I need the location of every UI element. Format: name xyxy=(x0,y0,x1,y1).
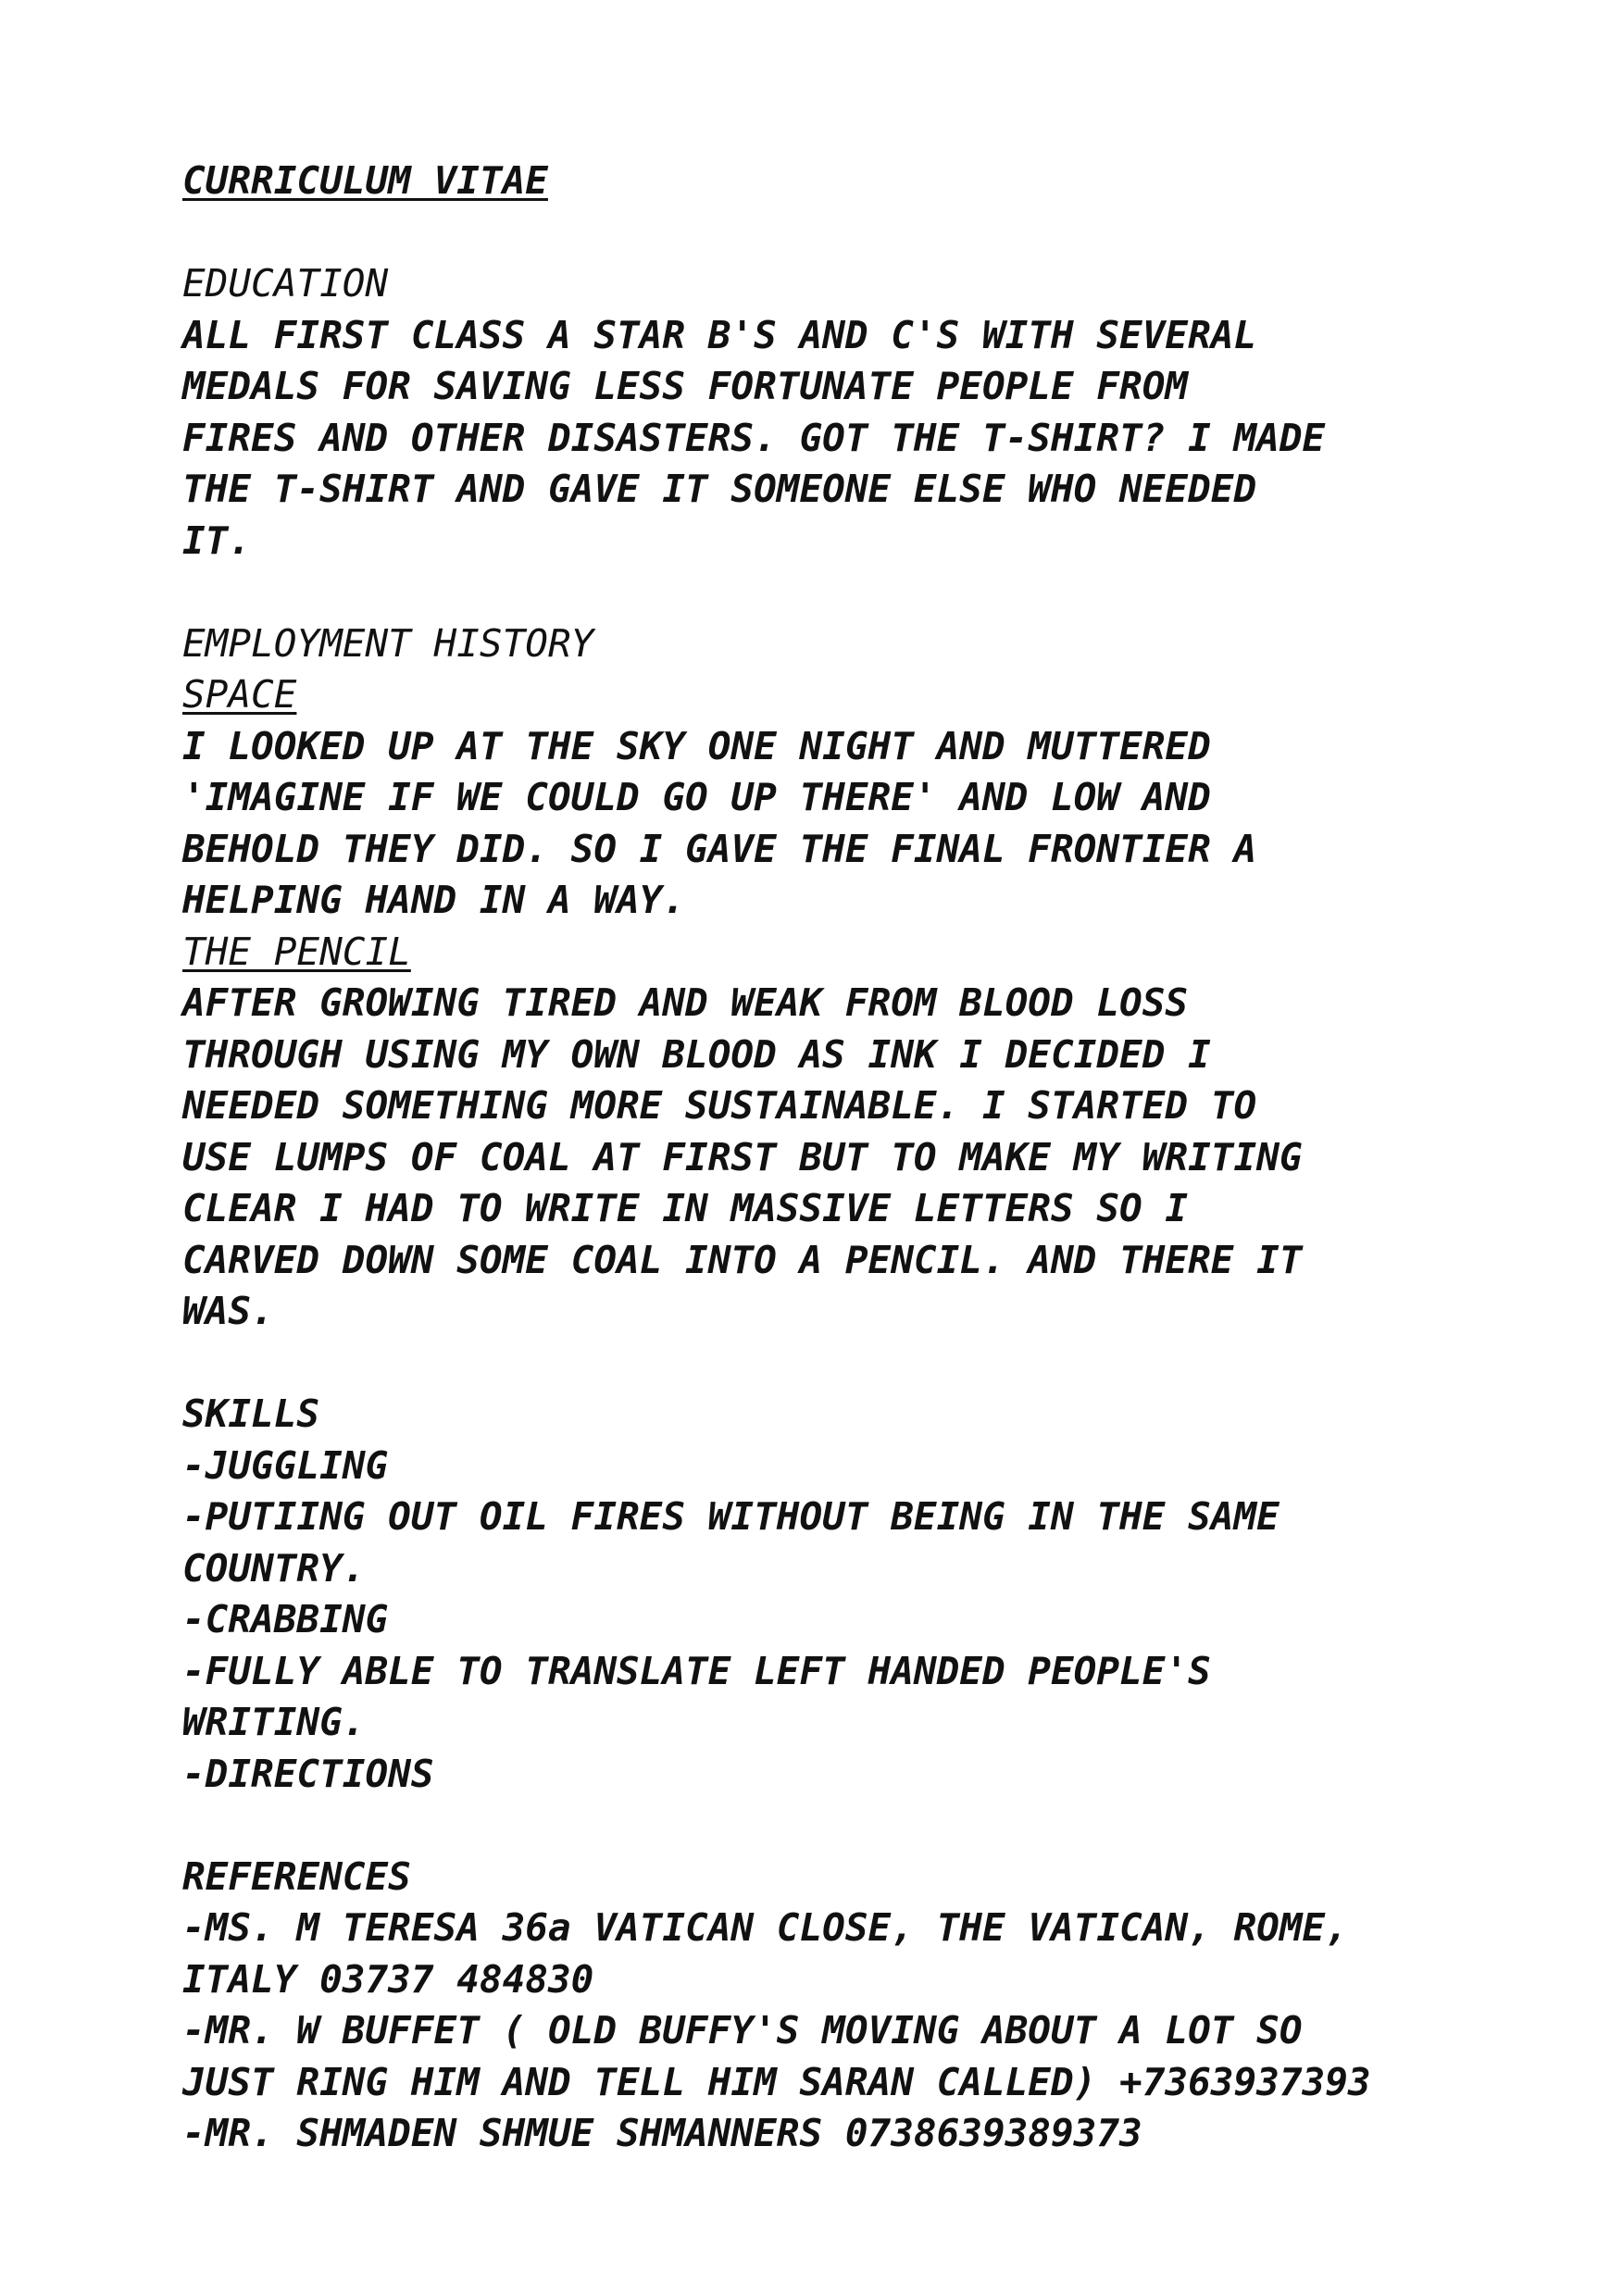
document-title: CURRICULUM VITAE xyxy=(182,158,548,203)
skills-line: WRITING. xyxy=(182,1700,366,1744)
education-line: ALL FIRST CLASS A STAR B'S AND C'S WITH SEVERAL xyxy=(182,312,1257,357)
employment-pencil-line: USE LUMPS OF COAL AT FIRST BUT TO MAKE MY WRITING xyxy=(182,1134,1303,1179)
references-line: -MR. SHMADEN SHMUE SHMANNERS 0738639389373 xyxy=(182,2111,1142,2155)
employment-heading: EMPLOYMENT HISTORY xyxy=(182,620,594,666)
employment-space-line: BEHOLD THEY DID. SO I GAVE THE FINAL FRONTIER A xyxy=(182,826,1257,871)
employment-pencil-line: NEEDED SOMETHING MORE SUSTAINABLE. I STARTED TO xyxy=(182,1083,1257,1128)
cv-body xyxy=(182,156,1479,2160)
skills-line: -FULLY ABLE TO TRANSLATE LEFT HANDED PEOPLE'S xyxy=(182,1648,1211,1693)
skills-line: -JUGGLING xyxy=(182,1442,389,1488)
education-line: THE T-SHIRT AND GAVE IT SOMEONE ELSE WHO NEEDED xyxy=(182,467,1257,511)
education-line: FIRES AND OTHER DISASTERS. GOT THE T-SHIRT? I MADE xyxy=(182,415,1326,460)
references-line: -MS. M TERESA 36a VATICAN CLOSE, THE VATICAN, ROME, xyxy=(182,1905,1348,1950)
spacer xyxy=(182,1338,1479,1390)
employment-space-line: HELPING HAND IN A WAY. xyxy=(182,878,686,922)
skills-line: -CRABBING xyxy=(182,1597,389,1641)
employment-pencil-line: CARVED DOWN SOME COAL INTO A PENCIL. AND THERE IT xyxy=(182,1237,1303,1282)
education-line: MEDALS FOR SAVING LESS FORTUNATE PEOPLE FROM xyxy=(182,364,1189,408)
skills-line: COUNTRY. xyxy=(182,1545,366,1591)
skills-line: -DIRECTIONS xyxy=(182,1751,434,1796)
spacer xyxy=(182,567,1479,618)
references-heading: REFERENCES xyxy=(182,1853,411,1899)
employment-space-line: 'IMAGINE IF WE COULD GO UP THERE' AND LOW AND xyxy=(182,775,1211,819)
employment-space-title: SPACE xyxy=(182,672,297,717)
references-line: JUST RING HIM AND TELL HIM SARAN CALLED) +7363937393 xyxy=(182,2059,1371,2104)
employment-pencil-line: CLEAR I HAD TO WRITE IN MASSIVE LETTERS SO I xyxy=(182,1186,1189,1230)
references-line: -MR. W BUFFET ( OLD BUFFY'S MOVING ABOUT A LOT SO xyxy=(182,2008,1303,2053)
skills-line: -PUTIING OUT OIL FIRES WITHOUT BEING IN THE SAME xyxy=(182,1494,1280,1539)
employment-pencil-title: THE PENCIL xyxy=(182,929,411,974)
employment-pencil-line: AFTER GROWING TIRED AND WEAK FROM BLOOD LOSS xyxy=(182,980,1189,1025)
spacer xyxy=(182,1800,1479,1852)
references-line: ITALY 03737 484830 xyxy=(182,1956,594,2002)
employment-space-line: I LOOKED UP AT THE SKY ONE NIGHT AND MUTTERED xyxy=(182,723,1211,768)
education-heading: EDUCATION xyxy=(182,261,389,306)
employment-pencil-line: WAS. xyxy=(182,1289,274,1333)
education-line: IT. xyxy=(182,518,252,563)
spacer xyxy=(182,207,1479,259)
employment-pencil-line: THROUGH USING MY OWN BLOOD AS INK I DECIDED I xyxy=(182,1031,1211,1077)
skills-heading: SKILLS xyxy=(182,1391,320,1436)
